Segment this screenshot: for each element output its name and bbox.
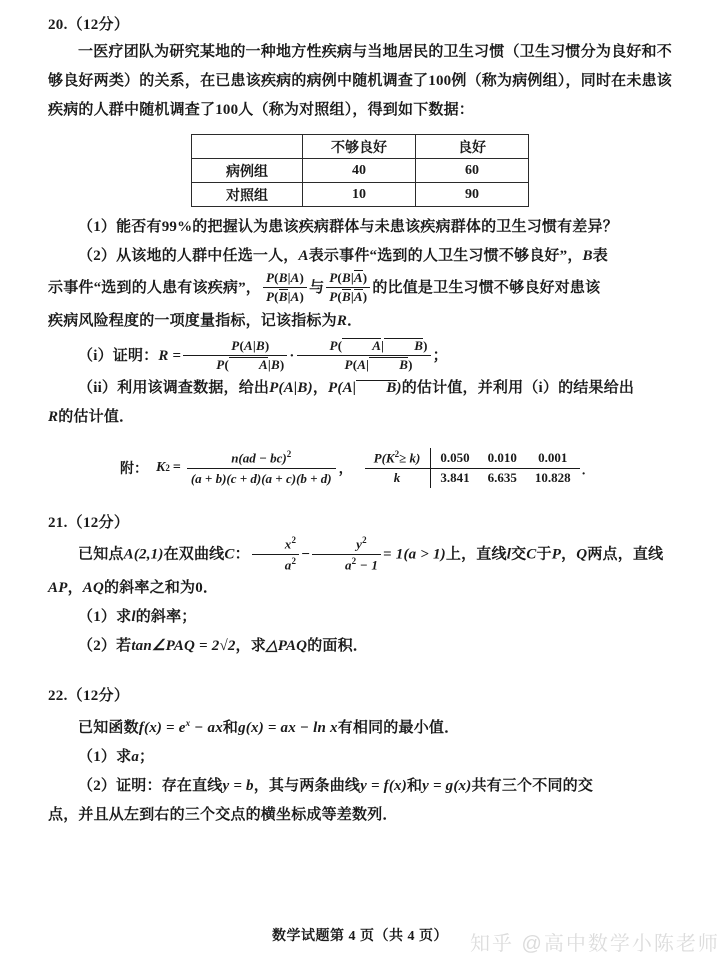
q2-event-A: A xyxy=(298,248,309,264)
chi-square-reference xyxy=(48,448,672,488)
survey-table-wrapper xyxy=(48,134,672,207)
problem-22-q1 xyxy=(48,743,672,772)
frac1-num-exp: 2 xyxy=(291,535,297,546)
q2-line3-end: ． xyxy=(347,312,363,329)
p22-q1-a: （1）求 xyxy=(78,749,132,766)
problem-21-number: 21.（12分） xyxy=(48,515,130,532)
equals-sign: = xyxy=(172,460,181,476)
function-f-exponent: x xyxy=(185,718,191,729)
sub-ii-prob-1: P(A|B) xyxy=(269,380,313,396)
problem-22-q2-line1 xyxy=(48,772,672,801)
point-P: P xyxy=(551,546,562,563)
ksq-symbol: K xyxy=(156,460,166,476)
hyperbola-term-1 xyxy=(252,535,299,573)
table-row-label-1: 对照组 xyxy=(192,183,303,207)
problem-20-stem: 一医疗团队为研究某地的一种地方性疾病与当地居民的卫生习惯（卫生习惯分为良好和不够良好两类）的关系，在已患该疾病的病例中随机调查了100例（称为病例组），同时在未患该疾病的人群中随机调查了100人（称为对照组），得到如下数据： xyxy=(48,44,672,118)
sub-ii-b: 的估计值，并利用（i）的结果给出 xyxy=(401,380,635,396)
problem-22-number: 22.（12分） xyxy=(48,688,130,705)
tan-expression: tan∠PAQ = 2√2 xyxy=(131,638,236,655)
q2-event-B: B xyxy=(582,248,593,264)
page-footer-text: 数学试题第 4 页（共 4 页） xyxy=(272,929,448,944)
p21-line2-tail: 的斜率之和为0． xyxy=(104,580,219,597)
table-cell-1-1: 90 xyxy=(416,183,529,207)
problem-20-sub-i: （i）证明：R = $\frac{P(A|B)}{P( A|B)}$ · $\frac{P( A| B)}{P(A| B)}$ ； xyxy=(78,337,448,372)
line-l: l xyxy=(506,546,512,563)
frac1-den-exp: 2 xyxy=(291,555,297,566)
problem-20-sub-ii xyxy=(48,374,672,403)
p22-q2-b: ，其与两条曲线 xyxy=(253,778,361,795)
q2-line2-a: 示事件“选到的人患有该疾病”， xyxy=(48,280,262,297)
ratio-fraction-1: $\frac{P(B|A)}{P(B|A)}$ xyxy=(263,270,307,306)
p21-q1-a: （1）求 xyxy=(78,609,132,626)
critical-value-table xyxy=(365,448,580,488)
q2-line2-b: 的比值是卫生习惯不够良好对患该 xyxy=(372,280,601,297)
triangle-PAQ: △PAQ xyxy=(265,638,308,655)
segment-AP: AP xyxy=(48,580,68,597)
line-y-equals-b: y = b xyxy=(222,778,254,795)
problem-21 xyxy=(48,512,672,661)
ratio-fraction-2: $\frac{P(B|A)}{P(B|A)}$ xyxy=(326,270,370,306)
function-g: g(x) = ax − ln x xyxy=(238,720,338,737)
point-Q: Q xyxy=(576,546,588,563)
table-row-label-0: 病例组 xyxy=(192,159,303,183)
chi-square-formula xyxy=(156,448,353,487)
segment-AQ: AQ xyxy=(82,580,105,597)
q2-text-b: 表示事件“选到的人卫生习惯不够良好”， xyxy=(308,248,583,264)
proof-fraction-2: $\frac{P( A| B)}{P(A| B)}$ xyxy=(297,338,431,374)
table-row xyxy=(192,183,529,207)
watermark: 知乎 @高中数学小陈老师 xyxy=(470,933,720,955)
p22-q2-and: 和 xyxy=(406,778,423,795)
p21-line2-comma: ， xyxy=(67,580,83,597)
p21-q2-a: （2）若 xyxy=(78,638,132,655)
sub-ii-R: R xyxy=(48,409,59,425)
p22-stem-b: 有相同的最小值． xyxy=(337,720,460,737)
frac2-den-exp: 2 xyxy=(351,555,357,566)
prob-value-1: 0.010 xyxy=(479,448,526,469)
prob-header-text: P(K xyxy=(373,450,395,466)
p21-stem-a: 已知点 xyxy=(78,546,124,563)
numerator-exponent: 2 xyxy=(286,449,292,460)
curve-y-f: y = f(x) xyxy=(360,778,407,795)
problem-20-q2-line2 xyxy=(48,271,672,307)
k-header-cell: k xyxy=(365,469,431,489)
table-cell-1-0: 10 xyxy=(303,183,416,207)
k-value-1: 6.635 xyxy=(487,470,517,486)
curve-C: C xyxy=(224,546,235,563)
numerator-text: n(ad − bc) xyxy=(231,450,287,466)
sub-ii-a: （ii）利用该调查数据，给出 xyxy=(78,380,270,396)
function-f xyxy=(139,720,223,736)
p21-q1-l: l xyxy=(131,609,136,626)
problem-20-q1: （1）能否有99%的把握认为患该疾病群体与未患该疾病群体的卫生习惯有差异？ xyxy=(78,219,618,235)
sub-ii-mid: ， xyxy=(312,380,329,396)
problem-21-stem-line1 xyxy=(48,536,672,574)
table-col-header-1: 良好 xyxy=(416,135,529,159)
p21-stem-c: 上，直线 xyxy=(445,546,507,563)
hyperbola-eq: = 1(a > 1) xyxy=(383,546,446,563)
frac1-den: a xyxy=(284,557,292,573)
p21-stem-f: 两点，直线 xyxy=(587,546,664,563)
prob-header-exponent: 2 xyxy=(394,449,400,459)
critical-k-row xyxy=(365,469,580,489)
indicator-R: R xyxy=(336,312,348,329)
point-A: A(2,1) xyxy=(123,546,164,563)
q2-text-a: （2）从该地的人群中任选一人， xyxy=(78,248,299,264)
p21-colon: ： xyxy=(234,546,250,563)
table-row xyxy=(192,159,529,183)
sub-i-label: （i）证明： xyxy=(78,347,159,364)
function-f-head: f(x) = e xyxy=(138,720,186,737)
p22-q1-b: ； xyxy=(139,749,155,766)
attach-end-dot: ． xyxy=(581,461,595,477)
chi-square-denominator: (a + b)(c + d)(a + c)(b + d) xyxy=(187,468,336,488)
problem-20-sub-ii-line2 xyxy=(48,403,672,432)
proof-fraction-1: $\frac{P(A|B)}{P( A|B)}$ xyxy=(183,338,287,374)
p21-stem-comma: ， xyxy=(561,546,577,563)
p21-stem-e: 于 xyxy=(536,546,552,563)
param-a: a xyxy=(131,749,140,766)
p21-q1-b: 的斜率； xyxy=(135,609,197,626)
table-header-row xyxy=(192,135,529,159)
q2-text-c: 表 xyxy=(592,248,608,264)
problem-20-q2-line1 xyxy=(48,242,672,271)
prob-value-0: 0.050 xyxy=(431,448,479,469)
problem-21-stem-line2 xyxy=(48,574,672,603)
p22-q2-a: （2）证明：存在直线 xyxy=(78,778,223,795)
sub-i-tail: ； xyxy=(432,347,448,364)
q2-line3-text: 疾病风险程度的一项度量指标，记该指标为 xyxy=(48,312,337,329)
formula-comma: ， xyxy=(338,462,353,478)
prob-header-cell xyxy=(365,448,431,469)
frac2-num-exp: 2 xyxy=(362,535,367,546)
p21-stem-d: 交 xyxy=(511,546,527,563)
problem-21-q2 xyxy=(48,632,672,661)
table-cell-0-0: 40 xyxy=(303,159,416,183)
q2-line2-mid: 与 xyxy=(309,280,325,297)
problem-22 xyxy=(48,685,672,830)
sub-i-R: R xyxy=(158,347,169,364)
frac2-den-tail: − 1 xyxy=(356,557,379,573)
k-value-0: 3.841 xyxy=(440,470,470,486)
page-content xyxy=(48,14,672,830)
frac2-num: y xyxy=(356,536,363,552)
p21-q2-c: 的面积． xyxy=(307,638,368,655)
problem-20 xyxy=(48,14,672,488)
table-corner-cell xyxy=(192,135,303,159)
frac1-num: x xyxy=(284,536,292,552)
p21-stem-b: 在双曲线 xyxy=(163,546,225,563)
problem-20-q2-line3 xyxy=(48,307,672,336)
critical-prob-row xyxy=(365,448,580,469)
p22-stem-a: 已知函数 xyxy=(78,720,139,737)
problem-22-stem xyxy=(48,709,672,743)
hyperbola-minus: − xyxy=(301,546,310,563)
sub-ii-prob-2: P(A| B) xyxy=(328,380,402,396)
prob-value-2: 0.001 xyxy=(526,448,580,469)
problem-22-q2-line2: 点，并且从左到右的三个交点的横坐标成等差数列． xyxy=(48,807,398,824)
chi-square-fraction xyxy=(187,448,336,487)
ksq-exponent: 2 xyxy=(165,463,170,474)
attach-label: 附： xyxy=(120,462,148,478)
problem-20-number: 20.（12分） xyxy=(48,17,130,33)
k-value-2: 10.828 xyxy=(534,470,571,486)
table-cell-0-1: 60 xyxy=(416,159,529,183)
sub-ii-line2-text: 的估计值． xyxy=(58,409,135,425)
function-f-tail: − ax xyxy=(190,720,223,737)
curve-y-g: y = g(x) xyxy=(422,778,472,795)
survey-table xyxy=(191,134,529,207)
p21-q2-b: ，求 xyxy=(235,638,266,655)
p22-and: 和 xyxy=(222,720,239,737)
chi-square-numerator xyxy=(187,448,336,468)
frac2-den: a xyxy=(344,557,352,573)
problem-21-q1 xyxy=(48,603,672,632)
table-col-header-0: 不够良好 xyxy=(303,135,416,159)
curve-C2: C xyxy=(526,546,537,563)
prob-header-tail: ≥ k) xyxy=(399,450,421,466)
p22-q2-c: 共有三个不同的交 xyxy=(471,778,594,795)
hyperbola-term-2 xyxy=(312,535,381,573)
